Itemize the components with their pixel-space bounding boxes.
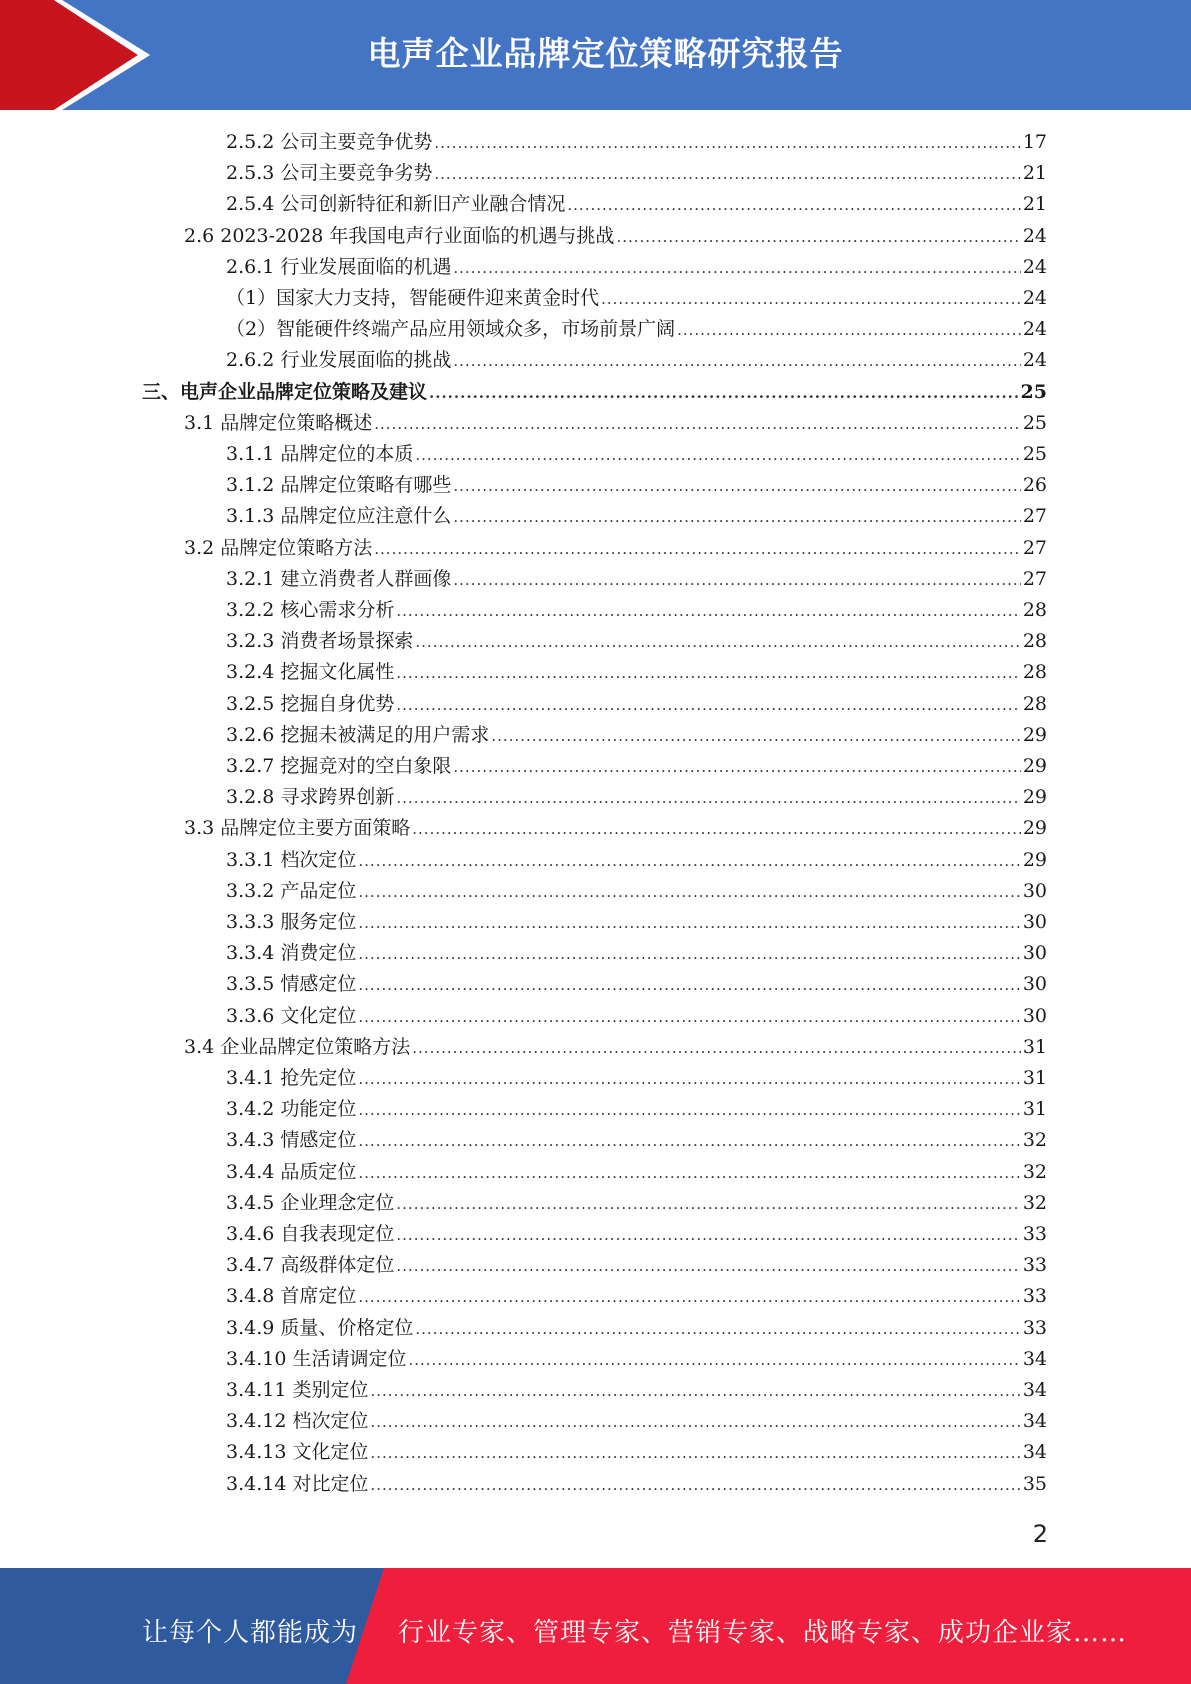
toc-entry-label: 3.2.5 挖掘自身优势	[226, 692, 395, 715]
toc-entry[interactable]	[226, 1094, 1047, 1125]
page-footer	[0, 1568, 1191, 1684]
toc-entry-label: （1）国家大力支持，智能硬件迎来黄金时代	[226, 287, 600, 309]
toc-entry-label: 3.2.6 挖掘未被满足的用户需求	[226, 723, 490, 746]
toc-entry-label: 2.5.3 公司主要竞争劣势	[226, 162, 433, 185]
toc-dot-leader	[370, 1407, 1020, 1438]
toc-dot-leader	[415, 440, 1020, 471]
toc-dot-leader	[396, 658, 1020, 689]
toc-entry[interactable]	[226, 1344, 1047, 1375]
toc-dot-leader	[453, 253, 1020, 284]
toc-entry[interactable]	[226, 689, 1047, 720]
toc-entry-label: 3.1.3 品牌定位应注意什么	[226, 505, 452, 528]
page-header	[0, 0, 1191, 110]
toc-entry-label: 3.3.1 档次定位	[226, 848, 357, 871]
toc-entry[interactable]	[226, 751, 1047, 782]
toc-entry-page: 30	[1022, 879, 1047, 902]
toc-entry[interactable]	[226, 969, 1047, 1000]
toc-dot-leader	[358, 877, 1020, 908]
toc-entry[interactable]	[184, 221, 1047, 252]
toc-entry-page: 29	[1022, 817, 1047, 840]
toc-dot-leader	[374, 534, 1021, 565]
toc-entry-page: 28	[1022, 661, 1047, 684]
toc-dot-leader	[677, 315, 1021, 346]
toc-entry-label: （2）智能硬件终端产品应用领域众多，市场前景广阔	[226, 318, 676, 341]
toc-entry-label: 3.4.13 文化定位	[226, 1441, 369, 1464]
toc-entry-page: 32	[1022, 1129, 1047, 1152]
toc-entry-label: 3.4.4 品质定位	[226, 1160, 357, 1183]
toc-entry[interactable]	[226, 439, 1047, 470]
toc-entry-label: 2.6 2023-2028 年我国电声行业面临的机遇与挑战	[184, 224, 615, 247]
toc-entry-page: 35	[1022, 1472, 1047, 1495]
toc-entry-label: 3.2 品牌定位策略方法	[184, 536, 373, 559]
toc-entry[interactable]	[226, 1219, 1047, 1250]
toc-entry[interactable]	[226, 1375, 1047, 1406]
toc-entry-page: 27	[1022, 536, 1047, 559]
toc-dot-leader	[491, 721, 1020, 752]
toc-entry-page: 31	[1022, 1098, 1047, 1121]
toc-entry-label: 3.3.5 情感定位	[226, 973, 357, 996]
toc-entry[interactable]	[226, 252, 1047, 283]
toc-entry-page: 32	[1022, 1160, 1047, 1183]
toc-entry-page: 30	[1022, 973, 1047, 996]
toc-entry[interactable]	[226, 720, 1047, 751]
report-title: 电声企业品牌定位策略研究报告	[367, 34, 844, 73]
toc-dot-leader	[434, 128, 1020, 159]
toc-entry[interactable]	[226, 564, 1047, 595]
toc-entry-page: 25	[1022, 443, 1047, 465]
toc-dot-leader	[396, 1189, 1020, 1220]
toc-entry-label: 3.2.8 寻求跨界创新	[226, 786, 395, 809]
footer-slogan-left: 让每个人都能成为	[142, 1618, 359, 1648]
toc-entry-page: 34	[1022, 1441, 1047, 1464]
toc-entry-page: 27	[1022, 567, 1047, 590]
toc-dot-leader	[415, 627, 1020, 658]
toc-entry[interactable]	[226, 657, 1047, 688]
toc-entry-label: 3.4.3 情感定位	[226, 1129, 357, 1152]
toc-entry[interactable]	[226, 283, 1047, 314]
toc-entry-label: 3.2.3 消费者场景探索	[226, 630, 414, 653]
toc-entry-label: 3.3.3 服务定位	[226, 911, 357, 933]
toc-entry[interactable]	[226, 1001, 1047, 1032]
toc-dot-leader	[429, 378, 1019, 409]
toc-entry-label: 3.4.12 档次定位	[226, 1410, 369, 1433]
toc-entry-page: 34	[1022, 1347, 1047, 1370]
toc-entry[interactable]	[226, 1125, 1047, 1156]
toc-dot-leader	[396, 596, 1020, 627]
toc-entry[interactable]	[226, 1063, 1047, 1094]
toc-dot-leader	[370, 1470, 1020, 1501]
toc-entry-page: 21	[1022, 162, 1047, 185]
toc-entry-label: 3.4.1 抢先定位	[226, 1067, 357, 1089]
toc-entry[interactable]	[226, 907, 1047, 938]
toc-entry-label: 3.4.6 自我表现定位	[226, 1223, 395, 1245]
toc-entry-page: 33	[1022, 1254, 1047, 1277]
toc-entry-label: 3.2.1 建立消费者人群画像	[226, 567, 452, 590]
toc-dot-leader	[453, 565, 1020, 596]
toc-entry-page: 32	[1022, 1191, 1047, 1214]
toc-entry-label: 3.1.1 品牌定位的本质	[226, 443, 414, 465]
toc-dot-leader	[358, 939, 1020, 970]
toc-dot-leader	[453, 471, 1020, 502]
toc-entry-page: 24	[1022, 349, 1047, 372]
toc-dot-leader	[374, 409, 1021, 440]
toc-entry-label: 3.4 企业品牌定位策略方法	[184, 1035, 411, 1058]
toc-entry[interactable]	[142, 377, 1047, 408]
toc-dot-leader	[358, 1158, 1020, 1189]
toc-entry[interactable]	[226, 314, 1047, 345]
toc-entry-label: 3.2.7 挖掘竞对的空白象限	[226, 755, 452, 777]
toc-entry-page: 24	[1022, 287, 1047, 309]
toc-entry[interactable]	[226, 782, 1047, 813]
toc-entry-page: 34	[1022, 1379, 1047, 1401]
toc-dot-leader	[358, 1126, 1020, 1157]
toc-entry[interactable]	[184, 533, 1047, 564]
toc-entry-label: 3.4.2 功能定位	[226, 1098, 357, 1121]
toc-entry-label: 3.1.2 品牌定位策略有哪些	[226, 474, 452, 497]
toc-entry[interactable]	[226, 127, 1047, 158]
toc-entry-label: 3.4.11 类别定位	[226, 1379, 369, 1401]
toc-entry[interactable]	[226, 876, 1047, 907]
toc-entry-page: 28	[1022, 630, 1047, 653]
toc-entry-page: 30	[1022, 942, 1047, 965]
toc-entry-page: 25	[1022, 411, 1047, 434]
toc-entry-page: 29	[1022, 786, 1047, 809]
toc-entry[interactable]	[226, 1157, 1047, 1188]
toc-entry-label: 2.6.2 行业发展面临的挑战	[226, 349, 452, 372]
toc-entry-page: 33	[1022, 1316, 1047, 1339]
toc-entry-page: 25	[1020, 380, 1047, 403]
toc-entry[interactable]	[226, 1313, 1047, 1344]
toc-dot-leader	[453, 346, 1020, 377]
toc-dot-leader	[358, 1064, 1020, 1095]
toc-entry[interactable]	[226, 938, 1047, 969]
toc-entry-label: 3.2.2 核心需求分析	[226, 599, 395, 621]
toc-entry-page: 24	[1022, 318, 1047, 341]
toc-entry-label: 2.5.2 公司主要竞争优势	[226, 131, 433, 153]
toc-entry-page: 31	[1022, 1067, 1047, 1089]
toc-dot-leader	[358, 908, 1020, 939]
page-number: 2	[1032, 1520, 1048, 1548]
toc-entry-page: 24	[1022, 224, 1047, 247]
toc-entry-page: 29	[1022, 723, 1047, 746]
toc-entry-page: 28	[1022, 599, 1047, 621]
toc-entry-page: 27	[1022, 505, 1047, 528]
toc-dot-leader	[412, 814, 1021, 845]
toc-entry-label: 3.3.6 文化定位	[226, 1004, 357, 1027]
toc-dot-leader	[616, 222, 1020, 253]
toc-dot-leader	[453, 502, 1020, 533]
toc-entry-page: 31	[1022, 1035, 1047, 1058]
toc-entry-page: 28	[1022, 692, 1047, 715]
toc-dot-leader	[358, 1282, 1020, 1313]
toc-dot-leader	[370, 1438, 1020, 1469]
toc-entry-label: 3.4.7 高级群体定位	[226, 1254, 395, 1277]
toc-entry[interactable]	[226, 1437, 1047, 1468]
toc-entry[interactable]	[226, 626, 1047, 657]
toc-entry[interactable]	[226, 595, 1047, 626]
toc-entry-label: 2.6.1 行业发展面临的机遇	[226, 255, 452, 278]
toc-entry-label: 3.2.4 挖掘文化属性	[226, 661, 395, 684]
toc-entry[interactable]	[226, 501, 1047, 532]
toc-dot-leader	[408, 1345, 1020, 1376]
toc-entry-label: 3.3 品牌定位主要方面策略	[184, 817, 411, 840]
toc-entry-page: 30	[1022, 911, 1047, 933]
toc-dot-leader	[396, 690, 1020, 721]
toc-dot-leader	[358, 970, 1020, 1001]
toc-entry[interactable]	[226, 470, 1047, 501]
toc-entry-label: 3.1 品牌定位策略概述	[184, 411, 373, 434]
toc-entry[interactable]	[226, 158, 1047, 189]
toc-dot-leader	[412, 1033, 1021, 1064]
toc-dot-leader	[358, 1095, 1020, 1126]
toc-dot-leader	[434, 159, 1020, 190]
toc-entry-page: 21	[1022, 193, 1047, 216]
toc-dot-leader	[396, 1251, 1020, 1282]
toc-dot-leader	[396, 1220, 1020, 1251]
toc-entry[interactable]	[226, 1188, 1047, 1219]
toc-dot-leader	[415, 1314, 1020, 1345]
toc-entry[interactable]	[226, 345, 1047, 376]
footer-slogan-right: 行业专家、管理专家、营销专家、战略专家、成功企业家……	[398, 1618, 1128, 1648]
toc-dot-leader	[358, 846, 1020, 877]
toc-dot-leader	[396, 783, 1020, 814]
toc-entry[interactable]	[226, 189, 1047, 220]
toc-entry[interactable]	[226, 1250, 1047, 1281]
toc-entry-page: 30	[1022, 1004, 1047, 1027]
toc-entry-label: 三、电声企业品牌定位策略及建议	[142, 380, 428, 403]
toc-dot-leader	[567, 190, 1020, 221]
toc-entry[interactable]	[226, 1469, 1047, 1500]
toc-entry[interactable]	[184, 408, 1047, 439]
toc-entry-page: 26	[1022, 474, 1047, 497]
toc-dot-leader	[358, 1002, 1020, 1033]
toc-entry[interactable]	[184, 813, 1047, 844]
toc-entry-label: 3.3.2 产品定位	[226, 879, 357, 902]
toc-entry-page: 33	[1022, 1285, 1047, 1308]
toc-entry[interactable]	[226, 1281, 1047, 1312]
toc-entry[interactable]	[226, 1406, 1047, 1437]
toc-entry[interactable]	[226, 845, 1047, 876]
toc-entry-label: 3.4.8 首席定位	[226, 1285, 357, 1308]
toc-entry-label: 3.4.9 质量、价格定位	[226, 1316, 414, 1339]
toc-entry-page: 24	[1022, 255, 1047, 278]
toc-entry-page: 29	[1022, 755, 1047, 777]
toc-entry-label: 3.4.10 生活请调定位	[226, 1347, 407, 1370]
toc-dot-leader	[453, 752, 1020, 783]
toc-entry-label: 3.4.5 企业理念定位	[226, 1191, 395, 1214]
toc-entry-page: 17	[1022, 131, 1047, 153]
toc-dot-leader	[370, 1376, 1020, 1407]
toc-entry-page: 34	[1022, 1410, 1047, 1433]
toc-entry-page: 33	[1022, 1223, 1047, 1245]
toc-entry-label: 3.4.14 对比定位	[226, 1472, 369, 1495]
toc-entry-label: 2.5.4 公司创新特征和新旧产业融合情况	[226, 193, 566, 216]
toc-dot-leader	[601, 284, 1021, 315]
toc-entry[interactable]	[184, 1032, 1047, 1063]
toc-entry-label: 3.3.4 消费定位	[226, 942, 357, 965]
toc-entry-page: 29	[1022, 848, 1047, 871]
